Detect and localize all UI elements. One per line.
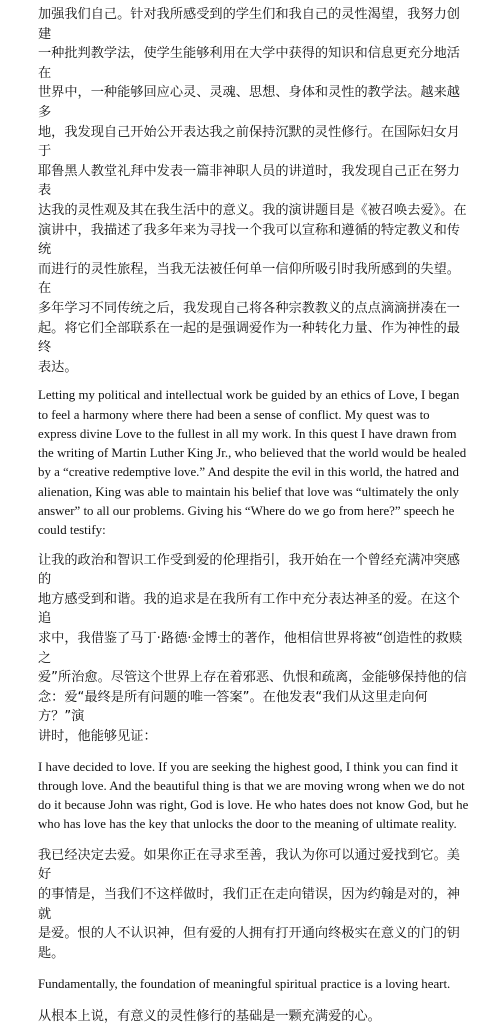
paragraph-zh-1: 加强我们自己。针对我所感受到的学生们和我自己的灵性渴望，我努力创建 一种批判教学法，使学生能够利用在大学中获得的知识和信息更充分地活在 世界中，一种能够回应心灵、灵魂、思想、身体和灵性的教学法。越来越多 地，我发现自己开始公开表达我之前保持沉默的灵性修行。在国际妇女月于 耶鲁黑人教堂礼拜中发表一篇非神职人员的讲道时，我发现自己正在努力表 达我的灵性观及其在我生活中的意义。我的演讲题目是《被召唤去爱》。在 演讲中，我描述了我多年来为寻找一个我可以宣称和遵循的特定教义和传统 而进行的灵性旅程，当我无法被任何单一信仰所吸引时我所感到的失望。在 多年学习不同传统之后，我发现自己将各种宗教教义的点点滴滴拼凑在一 起。将它们全部联系在一起的是强调爱作为一种转化力量、作为神性的最终 表达。 [38, 7, 467, 375]
paragraph-zh-2: 让我的政治和智识工作受到爱的伦理指引，我开始在一个曾经充满冲突感的 地方感受到和谐。我的追求是在我所有工作中充分表达神圣的爱。在这个追 求中，我借鉴了马丁·路德·金博士的著作，他相信世界将被“创造性的救赎之 爱”所治愈。尽管这个世界上存在着邪恶、仇恨和疏离，金能够保持他的信 念：爱“最终是所有问题的唯一答案”。在他发表“我们从这里走向何方？”演 讲时，他能够见证： [38, 552, 467, 744]
paragraph-zh-4: 从根本上说，有意义的灵性修行的基础是一颗充满爱的心。 [38, 1008, 381, 1024]
document-page [38, 5, 470, 1026]
paragraph-en-1: Letting my political and intellectual work be guided by an ethics of Love, I began to feel a harmony where there had been a sense of conflict. My quest was to express divine Love to the fullest in all my work. In this quest I have drawn from the writing of Martin Luther King Jr., who believed that the world would be healed by a “creative redemptive love.” And despite the evil in this world, the hatred and alienation, King was able to maintain his belief that love was “ultimately the only answer” to all our problems. Giving his “Where do we go from here?” speech he could testify: [38, 388, 467, 538]
paragraph-en-3: Fundamentally, the foundation of meaningful spiritual practice is a loving heart. [38, 977, 451, 992]
paragraph-zh-3: 我已经决定去爱。如果你正在寻求至善，我认为你可以通过爱找到它。美好 的事情是，当我们不这样做时，我们正在走向错误，因为约翰是对的，神就 是爱。恨的人不认识神，但有爱的人拥有打开通向终极实在意义的门的钥 匙。 [38, 847, 460, 961]
paragraph-en-2: I have decided to love. If you are seeking the highest good, I think you can find it through love. And the beautiful thing is that we are moving wrong when we do not do it because John was right, God is love. He who hates does not know God, but he who has love has the key that unlocks the door to the meaning of ultimate reality. [38, 759, 469, 832]
